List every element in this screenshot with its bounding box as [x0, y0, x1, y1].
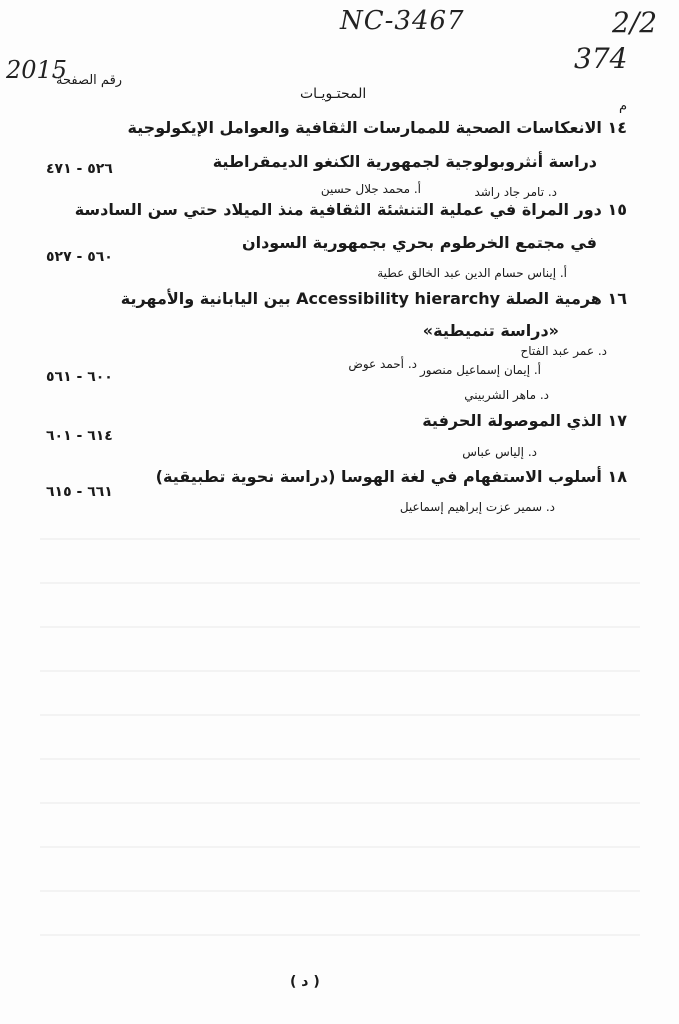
page-number-column-label: رقم الصفحة — [56, 73, 123, 88]
item-number-column-label: م — [618, 99, 627, 114]
entry-18-author-1: د. سمير عزت إبراهيم إسماعيل — [399, 500, 555, 514]
entry-15-title-line1: ١٥ دور المراة في عملية التنشئة الثقافية منذ الميلاد حتي سن السادسة — [74, 200, 627, 219]
page-letter-footer: ( د ) — [290, 974, 320, 990]
entry-14-pages: ٥٢٦ - ٤٧١ — [46, 161, 113, 177]
handwritten-corner-second: 374 — [574, 42, 628, 75]
entry-16-author-1: أ. إيمان إسماعيل منصور — [420, 363, 541, 377]
entry-18-pages: ٦٦١ - ٦١٥ — [46, 484, 113, 500]
handwritten-nc-number: NC-3467 — [340, 6, 465, 36]
entry-15-pages: ٥٦٠ - ٥٢٧ — [46, 249, 113, 265]
entry-15-author-1: أ. إيناس حسام الدين عبد الخالق عطية — [377, 266, 567, 280]
entry-16-author-3: د. عمر عبد الفتاح — [520, 344, 607, 358]
entry-17-author-1: د. إلياس عباس — [462, 445, 537, 459]
entry-16-title-line2: «دراسة تنميطية» — [422, 321, 559, 340]
entry-16-author-4: د. ماهر الشربيني — [464, 388, 549, 402]
entry-16-title-line1: ١٦ هرمية الصلة Accessibility hierarchy بين اليابانية والأمهرية — [120, 289, 627, 308]
handwritten-year: 2015 — [6, 56, 68, 84]
entry-14-title-line2: دراسة أنثروبولوجية لجمهورية الكنغو الديمقراطية — [212, 152, 597, 171]
entry-17-pages: ٦١٤ - ٦٠١ — [46, 428, 113, 444]
entry-14-author-1: د. تامر جاد راشد — [474, 185, 557, 199]
entry-14-title-line1: ١٤ الانعكاسات الصحية للممارسات الثقافية والعوامل الإيكولوجية — [127, 118, 627, 137]
entry-18-title-line1: ١٨ أسلوب الاستفهام في لغة الهوسا (دراسة نحوية تطبيقية) — [155, 467, 627, 486]
entry-15-title-line2: في مجتمع الخرطوم بحري بجمهورية السودان — [241, 233, 597, 252]
entry-16-author-2: د. أحمد عوض — [348, 357, 417, 371]
entry-16-pages: ٦٠٠ - ٥٦١ — [46, 369, 113, 385]
show-through-background — [40, 510, 640, 950]
entry-14-author-2: أ. محمد جلال حسين — [320, 182, 421, 196]
handwritten-corner-top: 2/2 — [612, 6, 658, 39]
entry-17-title-line1: ١٧ الذي الموصولة الحرفية — [422, 411, 627, 430]
page-title: المحتـويـات — [300, 86, 367, 102]
